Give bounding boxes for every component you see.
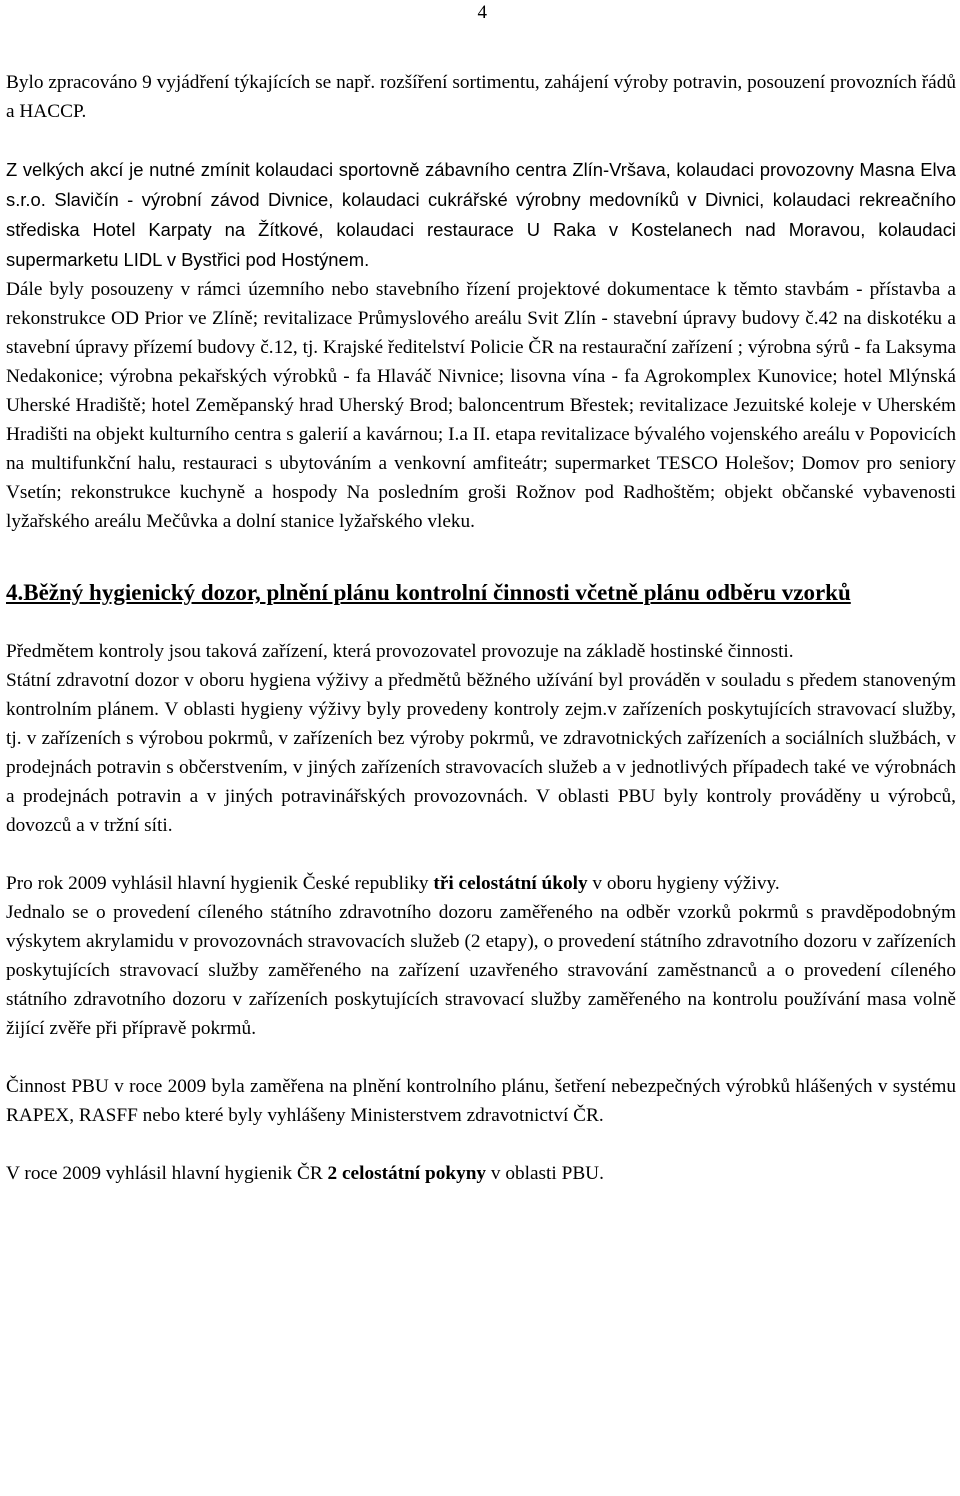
national-tasks-bold: tři celostátní úkoly (433, 873, 588, 894)
paragraph-project-documentation: Dále byly posouzeny v rámci územního nebo stavebního řízení projektové dokumentace k těmto stavbám - přístavba a rekonstrukce OD Prior ve Zlíně; revitalizace Průmyslového areálu Svit Zlín - stavební úpravy budovy č.42 na diskotéku a stavební úpravy přízemí budovy č.12, tj. Krajské ředitelství Policie ČR na restaurační zařízení ; výrobna sýrů - fa Laksyma Nedakonice; výrobna pekařských výrobků - fa Hlaváč Nivnice; lisovna vína - fa Agrokomplex Kunovice; hotel Mlýnská Uherské Hradiště; hotel Zeměpanský hrad Uherský Brod; baloncentrum Břestek; revitalizace Jezuitské koleje v Uherském Hradišti na objekt kulturního centra s galerií a kavárnou; I.a II. etapa revitalizace bývalého vojenského areálu v Popovicích na multifunkční halu, restauraci s ubytováním a venkovní amfiteátr; supermarket TESCO Holešov; Domov pro seniory Vsetín; rekonstrukce kuchyně a hospody Na posledním groši Rožnov pod Radhoštěm; objekt občanské vybavenosti lyžařského areálu Mečůvka a dolní stanice lyžařského vleku. (6, 279, 956, 532)
spacer (6, 536, 956, 548)
national-tasks-text-after: v oboru hygieny výživy. (587, 873, 780, 894)
paragraph-state-supervision: Státní zdravotní dozor v oboru hygiena výživy a předmětů běžného užívání byl prováděn v souladu s předem stanoveným kontrolním plánem. V oblasti hygieny výživy byly provedeny kontroly zejm.v zařízeních poskytujících stravovací služby, tj. v zařízeních s výrobou pokrmů, v zařízeních bez výroby pokrmů, ve zdravotnických zařízeních a sociálních službách, v prodejnách potravin s občerstvením, v jiných zařízeních stravovacích služeb a v jednotlivých případech také ve výrobnách a prodejnách potravin a v jiných potravinářských provozovnách. V oblasti PBU byly kontroly prováděny u výrobců, dovozců a v tržní síti. (6, 670, 956, 836)
major-actions-sans-text-2: Slavičín - výrobní závod Divnice, kolaudaci cukrářské výrobny medovníků v Divnici, kolaudaci rekreačního střediska Hotel Karpaty na Žítkové, kolaudaci restaurace U Raka v Kostelanech nad Moravou, kolaudaci supermarketu LIDL v Bystřici pod Hostýnem. (6, 189, 956, 270)
section-heading: 4.Běžný hygienický dozor, plnění plánu kontrolní činnosti včetně plánu odběru vzorků (6, 580, 851, 605)
spacer (6, 126, 956, 155)
pbu-instructions-bold: 2 celostátní pokyny (327, 1163, 487, 1184)
paragraph-statements: Bylo zpracováno 9 vyjádření týkajících se např. rozšíření sortimentu, zahájení výroby potravin, posouzení provozních řádů a HACCP. (6, 72, 956, 122)
paragraph-major-actions (6, 155, 956, 275)
paragraph-tasks-detail: Jednalo se o provedení cíleného státního zdravotního dozoru zaměřeného na odběr vzorků pokrmů s pravděpodobným výskytem akrylamidu v provozovnách stravovacích služeb (2 etapy), o provedení státního zdravotního dozoru v zařízeních poskytujících stravovací služby zaměřeného na zařízení uzavřeného stravování zaměstnanců a o provedení cíleného státního zdravotního dozoru v zařízeních poskytujících stravovací služby zaměřeného na kontrolu používání masa volně žijící zvěře při přípravě pokrmů. (6, 902, 956, 1039)
major-actions-sans-text: Z velkých akcí je nutné zmínit kolaudaci sportovně zábavního centra Zlín-Vršava, kolaudaci provozovny Masna Elva s.r.o. (6, 159, 956, 210)
paragraph-inspection-subject: Předmětem kontroly jsou taková zařízení, která provozovatel provozuje na základě hostinské činnosti. (6, 641, 794, 662)
pbu-instructions-text-after: v oblasti PBU. (486, 1163, 604, 1184)
spacer (6, 1130, 956, 1159)
paragraph-pbu-activity: Činnost PBU v roce 2009 byla zaměřena na plnění kontrolního plánu, šetření nebezpečných výrobků hlášených v systému RAPEX, RASFF nebo které byly vyhlášeny Ministerstvem zdravotnictví ČR. (6, 1076, 956, 1126)
document-body (6, 68, 956, 1188)
spacer (6, 548, 956, 577)
paragraph-national-tasks (6, 869, 956, 898)
national-tasks-text-before: Pro rok 2009 vyhlásil hlavní hygienik České republiky (6, 873, 434, 894)
paragraph-pbu-instructions (6, 1159, 956, 1188)
spacer (6, 608, 956, 637)
pbu-instructions-text-before: V roce 2009 vyhlásil hlavní hygienik ČR (6, 1163, 328, 1184)
spacer (6, 840, 956, 869)
spacer (6, 1043, 956, 1072)
page-number: 4 (477, 2, 487, 23)
